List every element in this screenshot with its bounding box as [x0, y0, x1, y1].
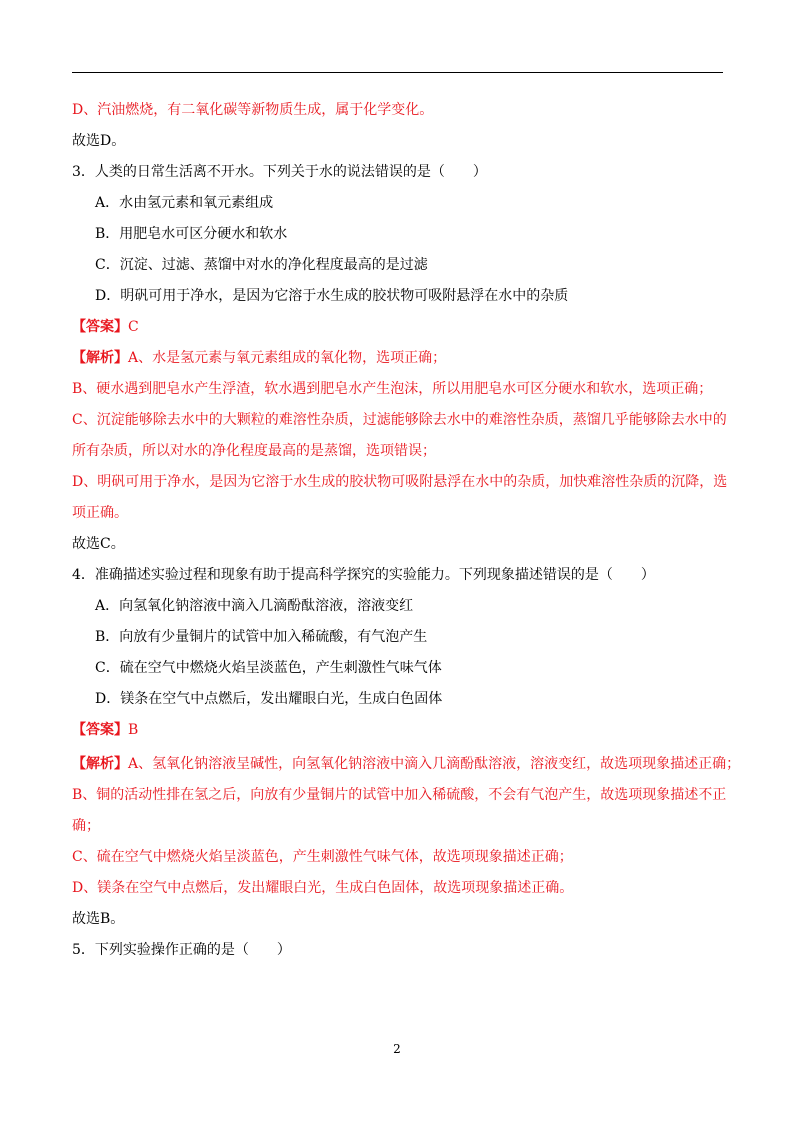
question-3-stem: 3．人类的日常生活离不开水。下列关于水的说法错误的是（ ） [72, 164, 487, 180]
question-4-analysis-line-3: 确； [72, 818, 100, 834]
question-4-stem: 4．准确描述实验过程和现象有助于提高科学探究的实验能力。下列现象描述错误的是（ ） [72, 567, 655, 583]
prev-conclusion: 故选D。 [72, 133, 126, 149]
question-3-analysis-line-5: D、明矾可用于净水，是因为它溶于水生成的胶状物可吸附悬浮在水中的杂质，加快难溶性杂质的沉降，选 [72, 474, 728, 490]
question-4-option-d: D．镁条在空气中点燃后，发出耀眼白光，生成白色固体 [95, 691, 443, 707]
question-4-option-c: C．硫在空气中燃烧火焰呈淡蓝色，产生刺激性气味气体 [95, 660, 442, 676]
answer-value: B [128, 722, 139, 738]
question-4-option-b: B．向放有少量铜片的试管中加入稀硫酸，有气泡产生 [95, 629, 428, 645]
question-3-conclusion: 故选C。 [72, 536, 125, 552]
question-4-option-a: A．向氢氧化钠溶液中滴入几滴酚酞溶液，溶液变红 [95, 598, 414, 614]
answer-label: 【答案】 [72, 722, 128, 738]
question-5-stem: 5．下列实验操作正确的是（ ） [72, 942, 291, 958]
answer-value: C [128, 319, 139, 335]
answer-label: 【答案】 [72, 319, 128, 335]
question-4-analysis-line-4: C、硫在空气中燃烧火焰呈淡蓝色，产生刺激性气味气体，故选项现象描述正确； [72, 849, 573, 865]
question-3-option-a: A．水由氢元素和氧元素组成 [95, 195, 274, 211]
question-3-answer [72, 318, 732, 336]
analysis-text: A、水是氢元素与氧元素组成的氧化物，选项正确； [128, 350, 447, 366]
question-3-option-d: D．明矾可用于净水，是因为它溶于水生成的胶状物可吸附悬浮在水中的杂质 [95, 288, 569, 304]
question-4-conclusion: 故选B。 [72, 911, 125, 927]
analysis-label: 【解析】 [72, 350, 128, 366]
question-3-analysis-line-3: C、沉淀能够除去水中的大颗粒的难溶性杂质，过滤能够除去水中的难溶性杂质，蒸馏几乎能够除去水中的 [72, 412, 727, 428]
analysis-text: A、氢氧化钠溶液呈碱性，向氢氧化钠溶液中滴入几滴酚酞溶液，溶液变红，故选项现象描述正确； [128, 756, 741, 772]
question-4-analysis-line-1 [72, 755, 741, 773]
page-number: 2 [393, 1042, 401, 1056]
question-4-answer [72, 721, 732, 739]
question-3-analysis-line-2: B、硬水遇到肥皂水产生浮渣，软水遇到肥皂水产生泡沫，所以用肥皂水可区分硬水和软水，选项正确； [72, 381, 713, 397]
question-3-analysis-line-1 [72, 349, 732, 367]
question-3-analysis-line-6: 项正确。 [72, 505, 128, 521]
prev-option-d-analysis: D、汽油燃烧，有二氧化碳等新物质生成，属于化学变化。 [72, 102, 434, 118]
header-rule [72, 72, 723, 73]
analysis-label: 【解析】 [72, 756, 128, 772]
question-4-analysis-line-5: D、镁条在空气中点燃后，发出耀眼白光，生成白色固体，故选项现象描述正确。 [72, 880, 574, 896]
question-4-analysis-line-2: B、铜的活动性排在氢之后，向放有少量铜片的试管中加入稀硫酸，不会有气泡产生，故选项现象描述不正 [72, 787, 727, 803]
question-3-analysis-line-4: 所有杂质，所以对水的净化程度最高的是蒸馏，选项错误； [72, 443, 436, 459]
question-3-option-c: C．沉淀、过滤、蒸馏中对水的净化程度最高的是过滤 [95, 257, 428, 273]
question-3-option-b: B．用肥皂水可区分硬水和软水 [95, 226, 288, 242]
